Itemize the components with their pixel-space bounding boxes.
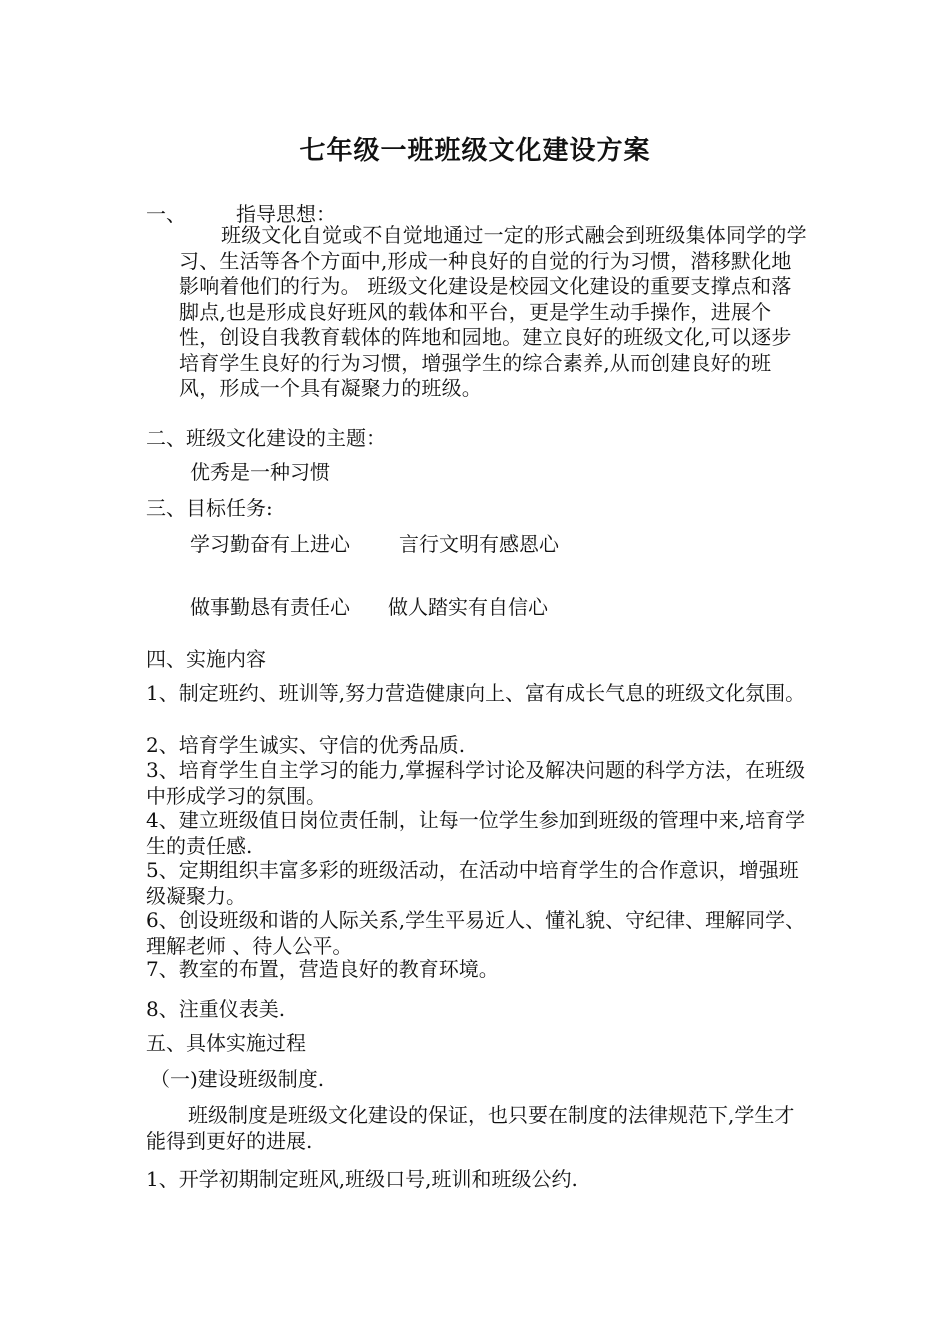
section1-heading: 指导思想： bbox=[236, 202, 336, 226]
goal-item: 学习勤奋有上进心 bbox=[190, 532, 350, 556]
document-title: 七年级一班班级文化建设方案 bbox=[299, 136, 651, 166]
goal-item: 做人踏实有自信心 bbox=[388, 595, 548, 619]
section5-heading: 五、具体实施过程 bbox=[146, 1031, 306, 1055]
section1-paragraph: 班级文化自觉或不自觉地通过一定的形式融会到班级集体同学的学习、生活等各个方面中,形成一种良好的自觉的行为习惯，潜移默化地影响着他们的行为。 班级文化建设是校园文化建设的重要支撑点和落脚点,也是形成良好班风的载体和平台，更是学生动手操作，进展个性，创设自我教育载体的阵地和园地。建立良好的班级文化,可以逐步培育学生良好的行为习惯，增强学生的综合素养,从而创建良好的班风，形成一个具有凝聚力的班级。 bbox=[179, 223, 807, 400]
list-item: 4、建立班级值日岗位责任制，让每一位学生参加到班级的管理中来,培育学生的责任感. bbox=[146, 808, 806, 858]
subsection-paragraph: 班级制度是班级文化建设的保证，也只要在制度的法律规范下,学生才能得到更好的进展. bbox=[146, 1103, 795, 1153]
list-item: 5、定期组织丰富多彩的班级活动，在活动中培育学生的合作意识，增强班级凝聚力。 bbox=[146, 858, 799, 908]
list-item: 2、培育学生诚实、守信的优秀品质. bbox=[146, 733, 466, 757]
subsection-heading: （一)建设班级制度. bbox=[150, 1067, 325, 1091]
goal-item: 言行文明有感恩心 bbox=[399, 532, 559, 556]
list-item: 3、培育学生自主学习的能力,掌握科学讨论及解决问题的科学方法，在班级中形成学习的氛围。 bbox=[146, 758, 806, 808]
section2-heading: 二、班级文化建设的主题： bbox=[146, 426, 386, 450]
list-item: 8、注重仪表美. bbox=[146, 997, 286, 1021]
list-item: 7、教室的布置，营造良好的教育环境。 bbox=[146, 957, 499, 981]
goal-item: 做事勤恳有责任心 bbox=[190, 595, 350, 619]
section3-heading: 三、目标任务: bbox=[146, 496, 273, 520]
section4-heading: 四、实施内容 bbox=[146, 647, 266, 671]
list-item: 1、制定班约、班训等,努力营造健康向上、富有成长气息的班级文化氛围。 bbox=[146, 681, 806, 705]
list-item: 1、开学初期制定班风,班级口号,班训和班级公约. bbox=[146, 1167, 578, 1191]
list-item: 6、创设班级和谐的人际关系,学生平易近人、懂礼貌、守纪律、理解同学、理解老师 、待人公平。 bbox=[146, 908, 806, 958]
section2-theme: 优秀是一种习惯 bbox=[190, 460, 330, 484]
section1-number: 一、 bbox=[146, 202, 186, 226]
